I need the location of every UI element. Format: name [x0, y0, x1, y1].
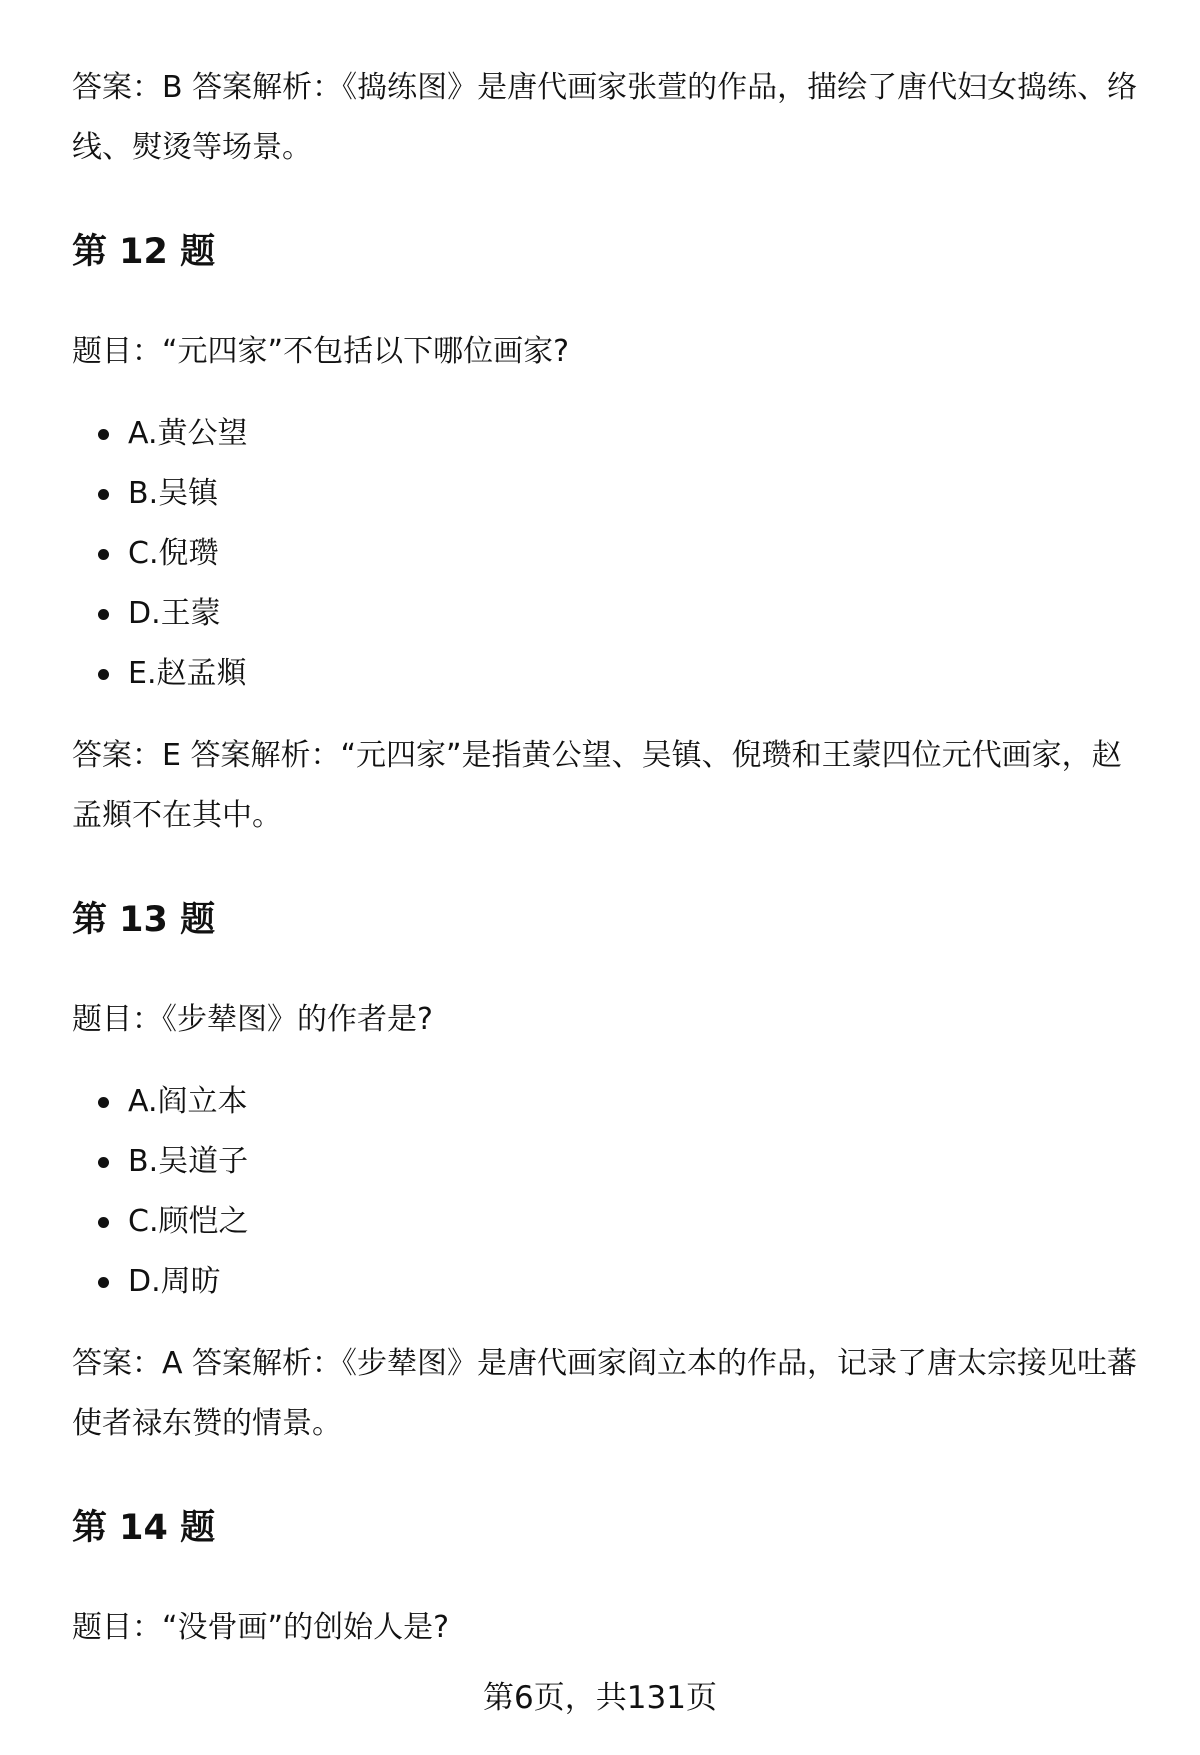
- bullet-icon: [98, 1097, 109, 1108]
- bullet-icon: [98, 1277, 109, 1288]
- document-page: [72, 58, 1150, 1680]
- bullet-icon: [98, 1157, 109, 1168]
- option-item: [72, 584, 1150, 644]
- question-text-14: 题目：“没骨画”的创始人是?: [72, 1610, 450, 1645]
- question-heading-14: 第 14 题: [72, 1508, 216, 1548]
- answer-explanation-13: 答案：A 答案解析：《步辇图》是唐代画家阎立本的作品，记录了唐太宗接见吐蕃使者禄东赞的情景。: [72, 1346, 1138, 1441]
- option-label: E.赵孟頫: [128, 656, 247, 691]
- question-heading-13: 第 13 题: [72, 900, 216, 940]
- page-footer: 第6页，共131页: [483, 1680, 717, 1716]
- option-item: [72, 1192, 1150, 1252]
- option-item: [72, 524, 1150, 584]
- bullet-icon: [98, 429, 109, 440]
- bullet-icon: [98, 1217, 109, 1228]
- question-text-12: 题目：“元四家”不包括以下哪位画家?: [72, 334, 570, 369]
- option-label: C.顾恺之: [128, 1204, 249, 1239]
- option-label: A.黄公望: [128, 416, 248, 451]
- option-label: B.吴镇: [128, 476, 219, 511]
- option-label: D.周昉: [128, 1264, 221, 1299]
- option-item: [72, 1252, 1150, 1312]
- bullet-icon: [98, 489, 109, 500]
- option-label: C.倪瓒: [128, 536, 219, 571]
- question-heading-12: 第 12 题: [72, 232, 216, 272]
- option-item: [72, 644, 1150, 704]
- answer-explanation-12: 答案：E 答案解析：“元四家”是指黄公望、吴镇、倪瓒和王蒙四位元代画家，赵孟頫不在其中。: [72, 738, 1122, 833]
- option-label: D.王蒙: [128, 596, 221, 631]
- bullet-icon: [98, 669, 109, 680]
- option-label: B.吴道子: [128, 1144, 249, 1179]
- option-item: [72, 464, 1150, 524]
- option-item: [72, 404, 1150, 464]
- option-list-13: [72, 1072, 1150, 1312]
- answer-explanation-11: 答案：B 答案解析：《捣练图》是唐代画家张萱的作品，描绘了唐代妇女捣练、络线、熨烫等场景。: [72, 70, 1138, 165]
- option-item: [72, 1072, 1150, 1132]
- bullet-icon: [98, 609, 109, 620]
- option-list-12: [72, 404, 1150, 704]
- option-label: A.阎立本: [128, 1084, 248, 1119]
- bullet-icon: [98, 549, 109, 560]
- question-text-13: 题目：《步辇图》的作者是?: [72, 1002, 433, 1037]
- option-item: [72, 1132, 1150, 1192]
